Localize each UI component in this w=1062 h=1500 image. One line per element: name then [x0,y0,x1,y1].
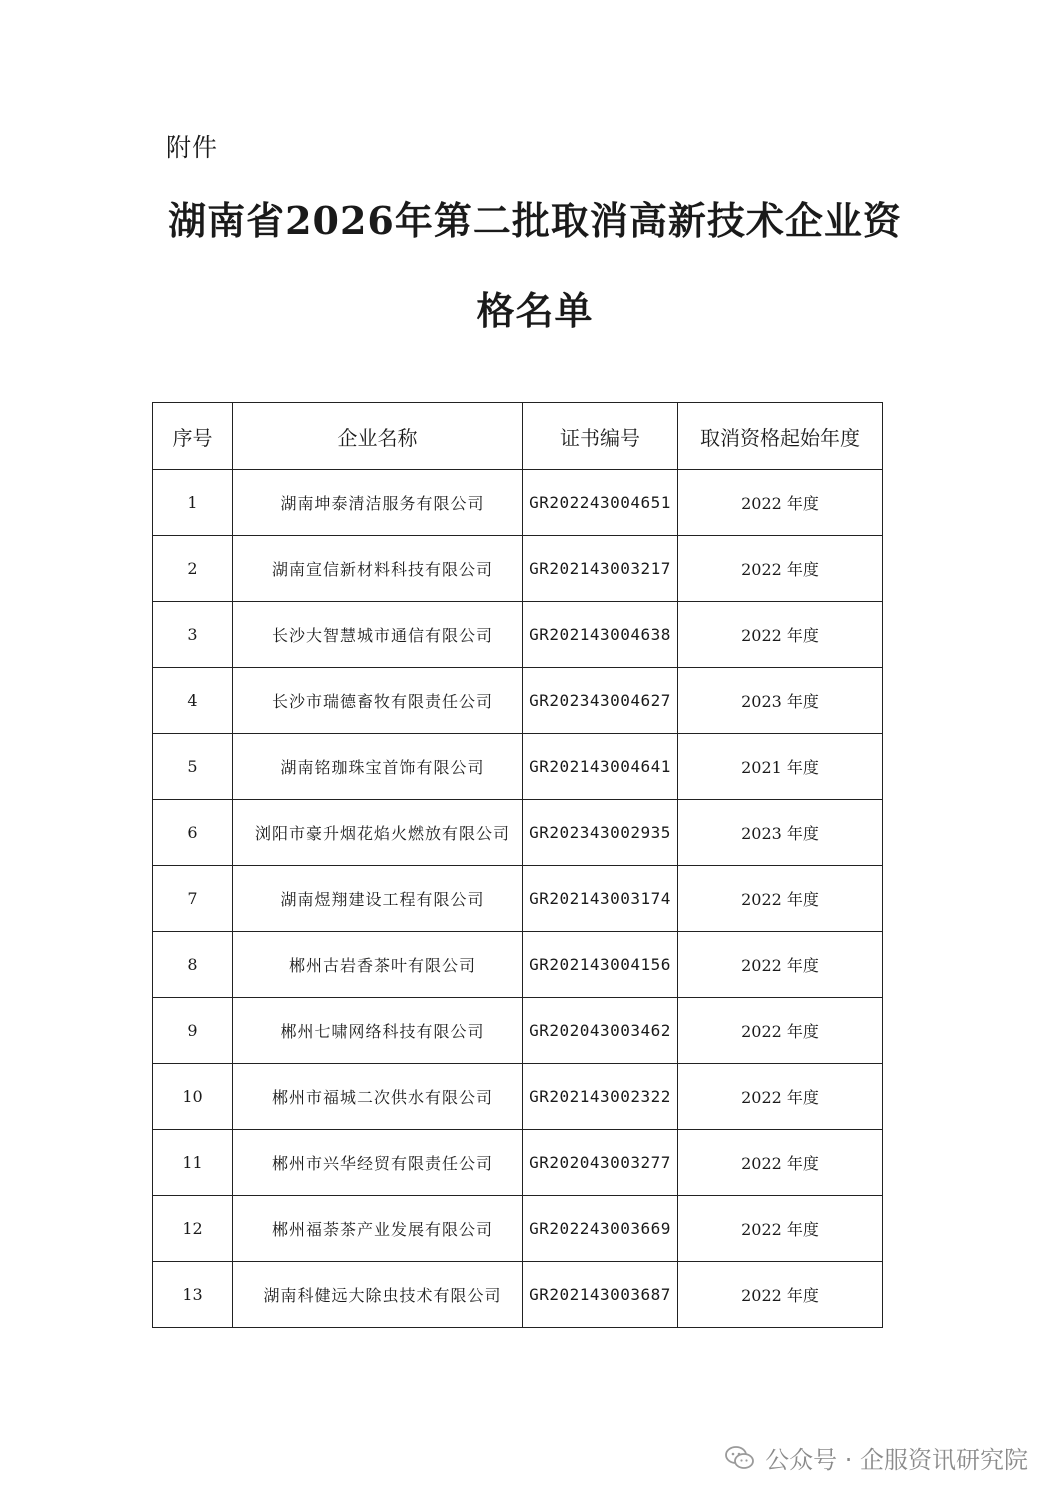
cell-company-name: 郴州七啸网络科技有限公司 [233,998,523,1064]
table-row [153,734,883,800]
cell-no: 12 [153,1196,233,1262]
cell-no: 13 [153,1262,233,1328]
table-row [153,668,883,734]
cell-no: 8 [153,932,233,998]
table-row [153,1130,883,1196]
cancellation-table [152,402,883,1328]
cell-start-year: 2022 年度 [678,602,883,668]
cell-cert-number: GR202143003687 [523,1262,678,1328]
table-row [153,470,883,536]
cell-cert-number: GR202243004651 [523,470,678,536]
cell-no: 3 [153,602,233,668]
cell-company-name: 湖南铭珈珠宝首饰有限公司 [233,734,523,800]
table-row [153,800,883,866]
cell-no: 1 [153,470,233,536]
table-row [153,866,883,932]
cell-company-name: 郴州古岩香茶叶有限公司 [233,932,523,998]
column-header-no: 序号 [153,403,233,470]
cell-start-year: 2022 年度 [678,932,883,998]
cell-company-name: 湖南宣信新材料科技有限公司 [233,536,523,602]
cell-start-year: 2021 年度 [678,734,883,800]
footer-watermark-text: 公众号 · 企服资讯研究院 [765,1446,1028,1474]
cell-company-name: 湖南煜翔建设工程有限公司 [233,866,523,932]
cell-no: 11 [153,1130,233,1196]
cell-company-name: 浏阳市豪升烟花焰火燃放有限公司 [233,800,523,866]
cell-cert-number: GR202043003462 [523,998,678,1064]
footer-watermark [725,1440,1028,1475]
cell-start-year: 2022 年度 [678,536,883,602]
cell-company-name: 湖南坤泰清洁服务有限公司 [233,470,523,536]
table-row [153,932,883,998]
cell-no: 10 [153,1064,233,1130]
cell-cert-number: GR202143004156 [523,932,678,998]
table-row [153,998,883,1064]
cell-cert-number: GR202143003217 [523,536,678,602]
cell-company-name: 长沙大智慧城市通信有限公司 [233,602,523,668]
cell-start-year: 2023 年度 [678,668,883,734]
cell-cert-number: GR202143004638 [523,602,678,668]
cell-start-year: 2022 年度 [678,1064,883,1130]
table-row [153,602,883,668]
column-header-year: 取消资格起始年度 [678,403,883,470]
cell-start-year: 2022 年度 [678,470,883,536]
cell-cert-number: GR202343002935 [523,800,678,866]
cell-cert-number: GR202043003277 [523,1130,678,1196]
cell-no: 6 [153,800,233,866]
cell-cert-number: GR202143002322 [523,1064,678,1130]
cell-start-year: 2022 年度 [678,866,883,932]
cell-cert-number: GR202343004627 [523,668,678,734]
cell-start-year: 2022 年度 [678,998,883,1064]
cell-cert-number: GR202243003669 [523,1196,678,1262]
document-title-line1: 湖南省2026年第二批取消高新技术企业资 [168,198,902,243]
cell-cert-number: GR202143004641 [523,734,678,800]
cell-company-name: 湖南科健远大除虫技术有限公司 [233,1262,523,1328]
column-header-cert: 证书编号 [523,403,678,470]
column-header-name: 企业名称 [233,403,523,470]
cell-cert-number: GR202143003174 [523,866,678,932]
cell-start-year: 2022 年度 [678,1196,883,1262]
cell-no: 5 [153,734,233,800]
cell-company-name: 郴州福荼茶产业发展有限公司 [233,1196,523,1262]
cell-no: 4 [153,668,233,734]
table-row [153,1196,883,1262]
cell-no: 7 [153,866,233,932]
cell-no: 2 [153,536,233,602]
cell-no: 9 [153,998,233,1064]
table-header-row [153,403,883,470]
table-row [153,536,883,602]
wechat-icon [725,1445,755,1471]
attachment-label: 附件 [166,133,219,162]
cell-start-year: 2022 年度 [678,1262,883,1328]
cell-company-name: 长沙市瑞德畜牧有限责任公司 [233,668,523,734]
cell-start-year: 2022 年度 [678,1130,883,1196]
cell-company-name: 郴州市福城二次供水有限公司 [233,1064,523,1130]
table-row [153,1064,883,1130]
cell-company-name: 郴州市兴华经贸有限责任公司 [233,1130,523,1196]
cell-start-year: 2023 年度 [678,800,883,866]
table-row [153,1262,883,1328]
document-title-line2: 格名单 [476,288,594,333]
